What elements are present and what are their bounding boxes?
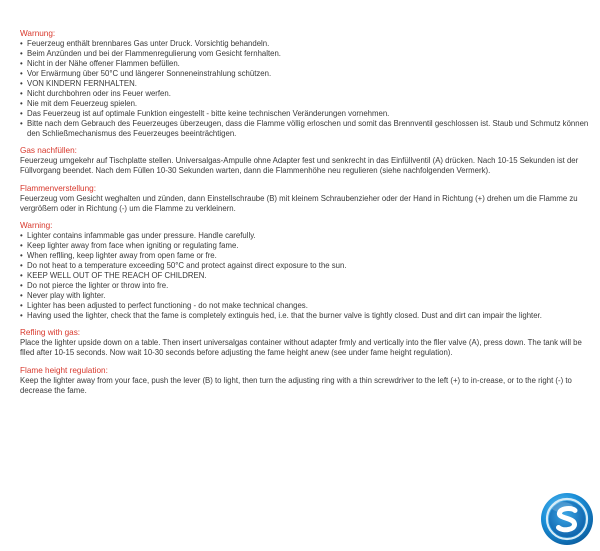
english-flame-text: Keep the lighter away from your face, push the lever (B) to light, then turn the adjusting ring with a thin screwdriver to the left (+) to in-crease, or to the right (-) to decrease the fame.	[20, 375, 572, 396]
list-item: • Do not heat to a temperature exceeding 50°C and protect against direct exposure to the sun.	[20, 261, 592, 271]
german-refill-section	[20, 145, 592, 177]
german-warning-list	[20, 39, 592, 139]
english-warning-list	[20, 231, 592, 321]
english-flame-heading: Flame height regulation:	[20, 365, 108, 375]
english-refill-text: Place the lighter upside down on a table. Then insert universalgas container without adapter frmly and vertically into the fller valve (A), press down. The tank will be flled after 10-15 seconds. Now wait 10-30 seconds before adjusting the fame height anew (see under fame height regulation).	[20, 338, 582, 358]
list-item: • Lighter contains infammable gas under pressure. Handle carefully.	[20, 231, 592, 241]
german-flame-text: Feuerzeug vom Gesicht weghalten und zünden, dann Einstellschraube (B) mit kleinem Schraubenzieher oder der Hand in Richtung (+) drehen um die Flamme zu vergrößern oder in Richtung (-) um die Flamme zu verkleinern.	[20, 193, 578, 213]
list-item: • Bitte nach dem Gebrauch des Feuerzeuges überzeugen, dass die Flamme völlig erloschen und somit das Brennventil geschlossen ist. Staub und Schmutz können den Schließmechanismus des Feuerzeuges beeinträchtigen.	[20, 119, 592, 139]
list-item: • Beim Anzünden und bei der Flammenregulierung vom Gesicht fernhalten.	[20, 49, 592, 59]
logo-svg	[540, 492, 594, 546]
list-item: • Feuerzeug enthält brennbares Gas unter Druck. Vorsichtig behandeln.	[20, 39, 592, 49]
german-refill-heading: Gas nachfüllen:	[20, 146, 77, 155]
english-refill-heading: Refling with gas:	[20, 328, 81, 338]
german-warning-heading: Warnung:	[20, 29, 56, 38]
list-item: • When reflling, keep lighter away from open fame or fre.	[20, 251, 592, 261]
german-flame-heading: Flammenverstellung:	[20, 183, 96, 193]
german-refill-text: Feuerzeug umgekehr auf Tischplatte stellen. Universalgas-Ampulle ohne Adapter fest und senkrecht in das Einfüllventil (A) drücken. Nach 10-15 Sekunden ist der Füllvorgang beendet. Nach dem Füllen 10-30 Sekunden warten, dann die Flammenhöhe neu regulieren (siehe nachfolgenden Vermerk).	[20, 156, 579, 176]
english-warning-section	[20, 220, 592, 321]
brand-s-logo-icon	[540, 492, 594, 546]
german-flame-section	[20, 183, 592, 215]
english-flame-section	[20, 365, 592, 397]
english-warning-heading: Warning:	[20, 221, 53, 231]
list-item: • KEEP WELL OUT OF THE REACH OF CHILDREN.	[20, 271, 592, 281]
german-warning-section	[20, 28, 592, 139]
list-item: • Do not pierce the lighter or throw into fre.	[20, 281, 592, 291]
list-item: • Keep lighter away from face when igniting or regulating fame.	[20, 241, 592, 251]
list-item: • Having used the lighter, check that the fame is completely extinguis hed, i.e. that the burner valve is tightly closed. Dust and dirt can impair the lighter.	[20, 311, 592, 321]
list-item: • Lighter has been adjusted to perfect functioning - do not make technical changes.	[20, 301, 592, 311]
instruction-document	[20, 28, 592, 402]
list-item: • Nie mit dem Feuerzeug spielen.	[20, 99, 592, 109]
list-item: • Vor Erwärmung über 50°C und längerer Sonneneinstrahlung schützen.	[20, 69, 592, 79]
list-item: • Nicht durchbohren oder ins Feuer werfen.	[20, 89, 592, 99]
list-item: • Never play with lighter.	[20, 291, 592, 301]
list-item: • Nicht in der Nähe offener Flammen befüllen.	[20, 59, 592, 69]
list-item: • VON KINDERN FERNHALTEN.	[20, 79, 592, 89]
list-item: • Das Feuerzeug ist auf optimale Funktion eingestellt - bitte keine technischen Veränderungen vornehmen.	[20, 109, 592, 119]
logo-highlight	[551, 502, 573, 512]
english-refill-section	[20, 327, 592, 359]
